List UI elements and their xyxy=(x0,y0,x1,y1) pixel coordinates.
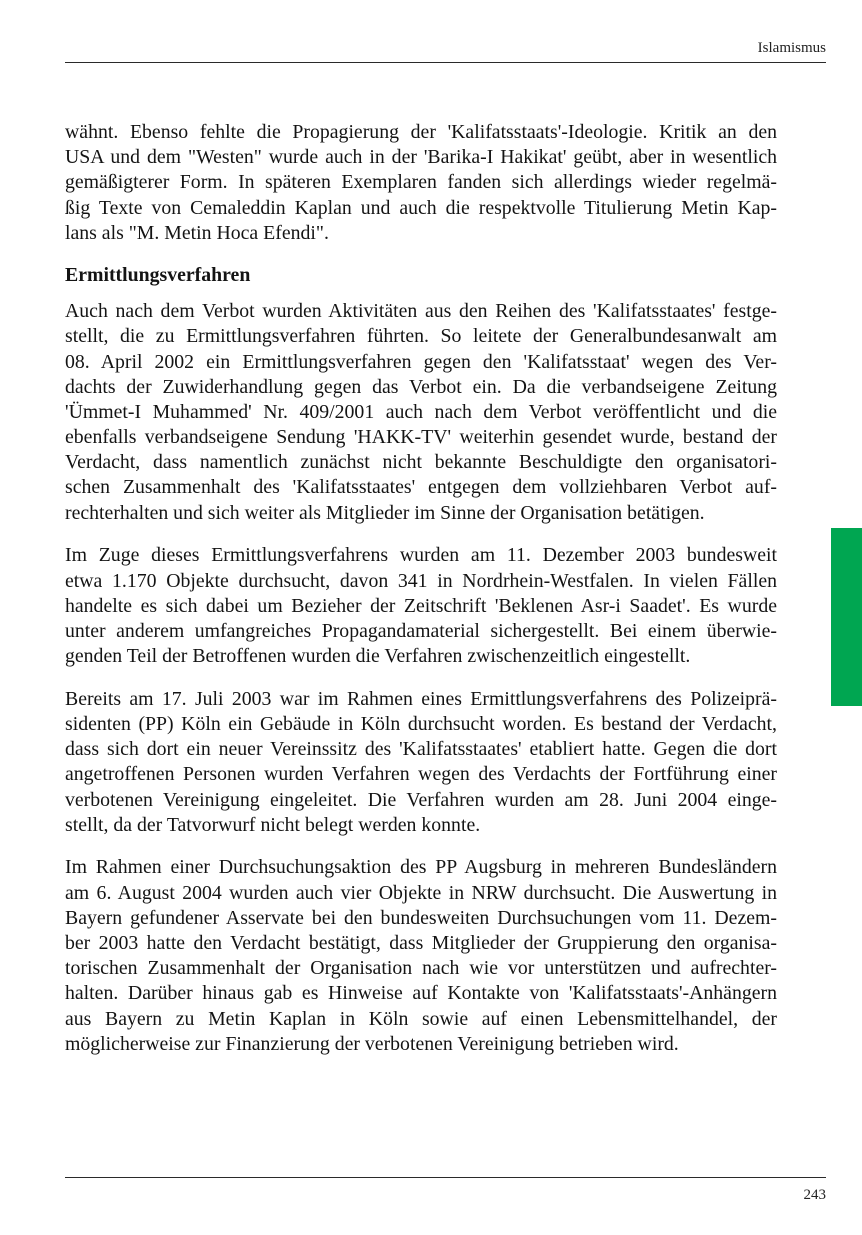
paragraph xyxy=(65,687,777,838)
text-line: stellt, die zu Ermittlungsverfahren führten. So leitete der Generalbundesanwalt am xyxy=(65,325,777,348)
header-rule xyxy=(65,62,826,63)
text-line: handelte es sich dabei um Bezieher der Zeitschrift 'Beklenen Asr-i Saadet'. Es wurde xyxy=(65,594,777,617)
text-line: verbotenen Vereinigung eingeleitet. Die Verfahren wurden am 28. Juni 2004 einge- xyxy=(65,788,777,811)
text-line: Im Zuge dieses Ermittlungsverfahrens wurden am 11. Dezember 2003 bundesweit xyxy=(65,544,777,567)
text-line: am 6. August 2004 wurden auch vier Objekte in NRW durchsucht. Die Auswertung in xyxy=(65,881,777,904)
text-line: etwa 1.170 Objekte durchsucht, davon 341 in Nordrhein-Westfalen. In vielen Fällen xyxy=(65,569,777,592)
text-line: Auch nach dem Verbot wurden Aktivitäten aus den Reihen des 'Kalifatsstaates' festge- xyxy=(65,300,777,323)
text-line: schen Zusammenhalt des 'Kalifatsstaates' entgegen dem vollziehbaren Verbot auf- xyxy=(65,476,777,499)
text-line: angetroffenen Personen wurden Verfahren wegen des Verdachts der Fortführung einer xyxy=(65,763,777,786)
text-line: ßig Texte von Cemaleddin Kaplan und auch die respektvolle Titulierung Metin Kap- xyxy=(65,196,777,219)
footer-rule xyxy=(65,1177,826,1178)
paragraph xyxy=(65,299,777,526)
text-line: rechterhalten und sich weiter als Mitglieder im Sinne der Organisation betätigen. xyxy=(65,501,705,524)
text-line: Bayern gefundener Asservate bei den bundesweiten Durchsuchungen vom 11. Dezem- xyxy=(65,906,777,929)
text-line: unter anderem umfangreiches Propagandamaterial sichergestellt. Bei einem überwie- xyxy=(65,619,777,642)
text-line: dachts der Zuwiderhandlung gegen das Verbot ein. Da die verbandseigene Zeitung xyxy=(65,375,777,398)
text-line: möglicherweise zur Finanzierung der verbotenen Vereinigung betrieben wird. xyxy=(65,1032,679,1055)
text-line: 'Ümmet-I Muhammed' Nr. 409/2001 auch nach dem Verbot veröffentlicht und die xyxy=(65,400,777,423)
text-line: sidenten (PP) Köln ein Gebäude in Köln durchsucht worden. Es bestand der Verdacht, xyxy=(65,712,777,735)
running-head-section-title: Islamismus xyxy=(757,40,826,56)
text-line: USA und dem "Westen" wurde auch in der 'Barika-I Hakikat' geübt, aber in wesentlich xyxy=(65,146,777,169)
text-line: ebenfalls verbandseigene Sendung 'HAKK-TV' weiterhin gesendet wurde, bestand der xyxy=(65,426,777,449)
text-line: halten. Darüber hinaus gab es Hinweise auf Kontakte von 'Kalifatsstaats'-Anhängern xyxy=(65,982,777,1005)
text-line: stellt, da der Tatvorwurf nicht belegt werden konnte. xyxy=(65,813,481,836)
page-body xyxy=(65,120,777,1074)
paragraph xyxy=(65,120,777,246)
section-tab-marker xyxy=(831,528,862,706)
text-line: ber 2003 hatte den Verdacht bestätigt, dass Mitglieder der Gruppierung den organisa- xyxy=(65,931,777,954)
text-line: lans als "M. Metin Hoca Efendi". xyxy=(65,221,329,244)
text-line: genden Teil der Betroffenen wurden die Verfahren zwischenzeitlich eingestellt. xyxy=(65,645,691,668)
text-line: aus Bayern zu Metin Kaplan in Köln sowie auf einen Lebensmittelhandel, der xyxy=(65,1007,777,1030)
text-line: Bereits am 17. Juli 2003 war im Rahmen eines Ermittlungsverfahrens des Polizeiprä- xyxy=(65,687,777,710)
text-line: Verdacht, dass namentlich zunächst nicht bekannte Beschuldigte den organisatori- xyxy=(65,451,777,474)
section-heading: Ermittlungsverfahren xyxy=(65,264,251,287)
paragraph xyxy=(65,855,777,1057)
text-line: Im Rahmen einer Durchsuchungsaktion des PP Augsburg in mehreren Bundesländern xyxy=(65,856,777,879)
paragraph xyxy=(65,543,777,669)
text-line: wähnt. Ebenso fehlte die Propagierung der 'Kalifatsstaats'-Ideologie. Kritik an den xyxy=(65,121,777,143)
page-number: 243 xyxy=(803,1187,826,1203)
text-line: gemäßigterer Form. In späteren Exemplaren fanden sich allerdings wieder regelmä- xyxy=(65,171,777,194)
text-line: 08. April 2002 ein Ermittlungsverfahren gegen den 'Kalifatsstaat' wegen des Ver- xyxy=(65,350,777,373)
text-line: torischen Zusammenhalt der Organisation nach wie vor unterstützen und aufrechter- xyxy=(65,957,777,980)
text-line: dass sich dort ein neuer Vereinssitz des 'Kalifatsstaates' etabliert hatte. Gegen die dort xyxy=(65,738,777,761)
